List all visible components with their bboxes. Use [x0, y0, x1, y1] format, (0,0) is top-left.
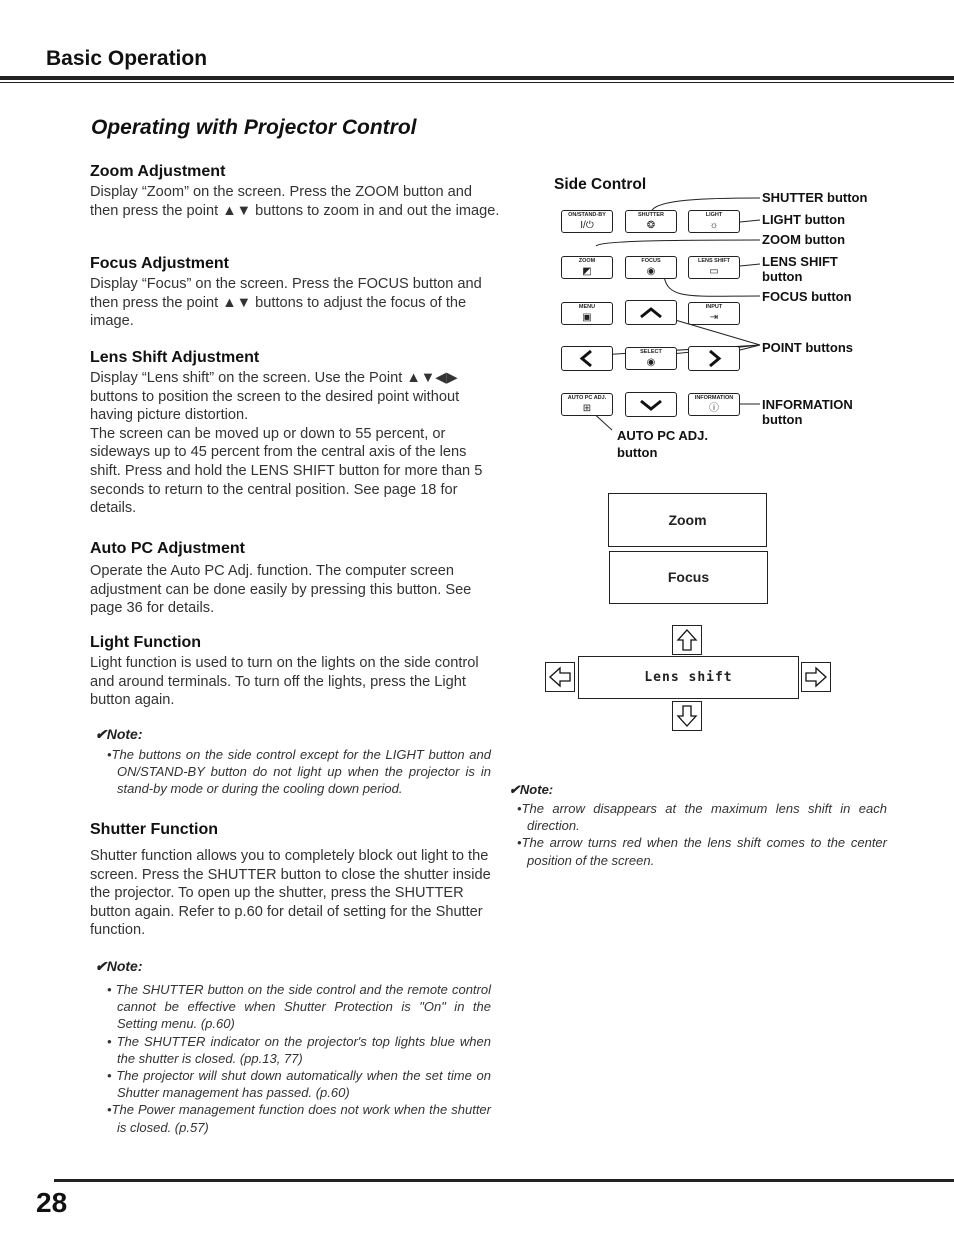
osd-zoom-box: Zoom [608, 493, 767, 547]
zoom-button[interactable] [561, 256, 613, 279]
arrow-left-icon [546, 663, 574, 691]
callout-point: POINT buttons [762, 340, 853, 355]
check-icon: ✔ [509, 782, 520, 797]
light-section [90, 634, 500, 710]
note-1-list [95, 746, 491, 798]
information-label: INFORMATION [694, 395, 734, 401]
callout-zoom: ZOOM button [762, 232, 846, 247]
chevron-down-icon [625, 392, 677, 417]
note-3 [509, 782, 887, 869]
lens-shift-text-1: Display “Lens shift” on the screen. Use the Point ▲▼◀▶ buttons to position the screen to the desired point without having picture distortion. [90, 370, 460, 424]
chevron-right-icon [688, 346, 740, 371]
input-button[interactable] [688, 302, 740, 325]
note-2-item: • The SHUTTER button on the side control and the remote control cannot be effective when Shutter Protection is "On" in the Setting menu. (p.60) [107, 982, 491, 1032]
lens-shift-right-arrow [801, 662, 831, 692]
footer-rule [54, 1179, 954, 1182]
chevron-up-icon [625, 300, 677, 325]
shutter-label: SHUTTER [638, 212, 664, 218]
auto-pc-adj-label: AUTO PC ADJ. [567, 395, 607, 401]
note-3-item: •The arrow disappears at the maximum lens shift in each direction. [517, 801, 887, 834]
light-text: Light function is used to turn on the lights on the side control and around terminals. To turn off the lights, press the Light button again. [90, 655, 479, 709]
callout-information [762, 397, 853, 427]
light-label: LIGHT [705, 212, 723, 218]
shutter-section [90, 821, 500, 940]
note-1 [95, 726, 491, 798]
information-icon: ⓘ [709, 403, 719, 414]
note-1-label: Note: [106, 726, 143, 742]
input-label: INPUT [705, 304, 723, 310]
lens-shift-left-arrow [545, 662, 575, 692]
point-up-button[interactable] [625, 300, 677, 325]
chevron-left-icon [561, 346, 613, 371]
lens-shift-text-2: The screen can be moved up or down to 55 percent, or sideways up to 45 percent from the central axis of the lens shift. Press and hold the LENS SHIFT button for more than 5 seconds to return to the central position. See page 18 for details. [90, 425, 483, 517]
focus-icon: ◉ [646, 266, 656, 277]
zoom-text: Display “Zoom” on the screen. Press the ZOOM button and then press the point ▲▼ buttons to zoom in and out the image. [90, 184, 500, 219]
note-2-item: •The Power management function does not work when the shutter is closed. (p.57) [107, 1102, 491, 1135]
page-number: 28 [36, 1187, 68, 1218]
note-3-item: •The arrow turns red when the lens shift comes to the center position of the screen. [517, 835, 887, 868]
point-down-button[interactable] [625, 392, 677, 417]
focus-label: FOCUS [641, 258, 661, 264]
shutter-button[interactable] [625, 210, 677, 233]
focus-section [90, 255, 500, 331]
information-button[interactable] [688, 393, 740, 416]
menu-button[interactable] [561, 302, 613, 325]
zoom-label: ZOOM [578, 258, 596, 264]
callout-information-b: button [762, 412, 803, 427]
callout-shutter: SHUTTER button [762, 190, 868, 205]
on-standby-button[interactable] [561, 210, 613, 233]
select-icon: ◉ [646, 357, 656, 368]
lens-shift-up-arrow [672, 625, 702, 655]
note-3-heading [509, 782, 887, 798]
callout-focus: FOCUS button [762, 289, 852, 304]
lens-shift-section [90, 349, 500, 518]
note-2-list [95, 981, 491, 1136]
check-icon: ✔ [95, 958, 107, 974]
arrow-up-icon [673, 626, 701, 654]
side-control-title: Side Control [554, 176, 647, 193]
auto-pc-adj-button[interactable] [561, 393, 613, 416]
note-2-item: • The SHUTTER indicator on the projector's top lights blue when the shutter is closed. (pp.13, 77) [107, 1033, 491, 1066]
note-2-item: • The projector will shut down automatically when the set time on Shutter management has passed. (p.60) [107, 1068, 491, 1101]
note-3-list [509, 800, 887, 869]
arrow-right-icon [802, 663, 830, 691]
auto-pc-heading-b: Adjustment [156, 540, 245, 557]
section-title: Operating with Projector Control [91, 116, 417, 139]
focus-heading: Focus Adjustment [90, 255, 229, 272]
note-1-heading [95, 726, 491, 743]
shutter-heading: Shutter Function [90, 821, 218, 838]
light-button[interactable] [688, 210, 740, 233]
note-2-heading [95, 958, 491, 975]
arrow-down-icon [673, 702, 701, 730]
callout-lens-shift-a: LENS SHIFT [762, 254, 838, 269]
callout-lens-shift [762, 254, 838, 284]
note-3-label: Note: [519, 782, 554, 797]
callout-auto-pc-a: AUTO PC ADJ. [617, 428, 709, 443]
header-title: Basic Operation [46, 47, 208, 70]
note-2-label: Note: [106, 958, 143, 974]
auto-pc-text: Operate the Auto PC Adj. function. The computer screen adjustment can be done easily by pressing this button. See page 36 for details. [90, 563, 472, 617]
header-rule-thin [0, 82, 954, 83]
check-icon: ✔ [95, 726, 107, 742]
lens-shift-down-arrow [672, 701, 702, 731]
note-1-item: •The buttons on the side control except for the LIGHT button and ON/STAND-BY button do not light up when the projector is in stand-by mode or during the cooling down period. [107, 747, 491, 797]
point-left-button[interactable] [561, 346, 613, 371]
menu-label: MENU [578, 304, 596, 310]
shutter-icon: ❂ [646, 220, 656, 231]
callout-lens-shift-b: button [762, 269, 803, 284]
callout-light: LIGHT button [762, 212, 846, 227]
input-icon: ⇥ [709, 312, 719, 323]
header-rule [0, 76, 954, 80]
zoom-icon: ◩ [582, 266, 592, 277]
select-label: SELECT [640, 349, 662, 355]
note-2 [95, 958, 491, 1136]
select-button[interactable] [625, 347, 677, 370]
light-heading: Light Function [90, 634, 202, 651]
lens-shift-heading: Lens Shift Adjustment [90, 349, 260, 366]
auto-pc-heading-a: Auto PC [90, 540, 154, 557]
zoom-heading: Zoom Adjustment [90, 163, 226, 180]
focus-text: Display “Focus” on the screen. Press the FOCUS button and then press the point ▲▼ buttons to adjust the focus of the image. [90, 276, 482, 330]
auto-pc-heading [90, 540, 500, 558]
lens-shift-button[interactable] [688, 256, 740, 279]
power-icon: I/⏻ [580, 220, 594, 231]
focus-button[interactable] [625, 256, 677, 279]
auto-pc-section [90, 540, 500, 618]
zoom-section [90, 163, 500, 220]
shutter-text: Shutter function allows you to completely block out light to the screen. Press the SHUTTER button to close the shutter inside the projector. To open up the shutter, press the SHUTTER button again. Refer to p.60 for detail of setting for the Shutter function. [90, 848, 491, 939]
osd-lens-shift-box: Lens shift [578, 656, 799, 699]
callout-auto-pc [617, 427, 708, 461]
on-standby-label: ON/STAND-BY [568, 212, 606, 218]
callout-information-a: INFORMATION [762, 397, 853, 412]
osd-focus-box: Focus [609, 551, 768, 604]
lens-shift-icon: ▭ [709, 266, 719, 277]
callout-auto-pc-b: button [617, 445, 658, 460]
lens-shift-label: LENS SHIFT [697, 258, 731, 264]
auto-pc-icon: ⊞ [582, 403, 592, 414]
menu-icon: ▣ [582, 312, 592, 323]
light-icon: ☼ [709, 220, 719, 231]
point-right-button[interactable] [688, 346, 740, 371]
